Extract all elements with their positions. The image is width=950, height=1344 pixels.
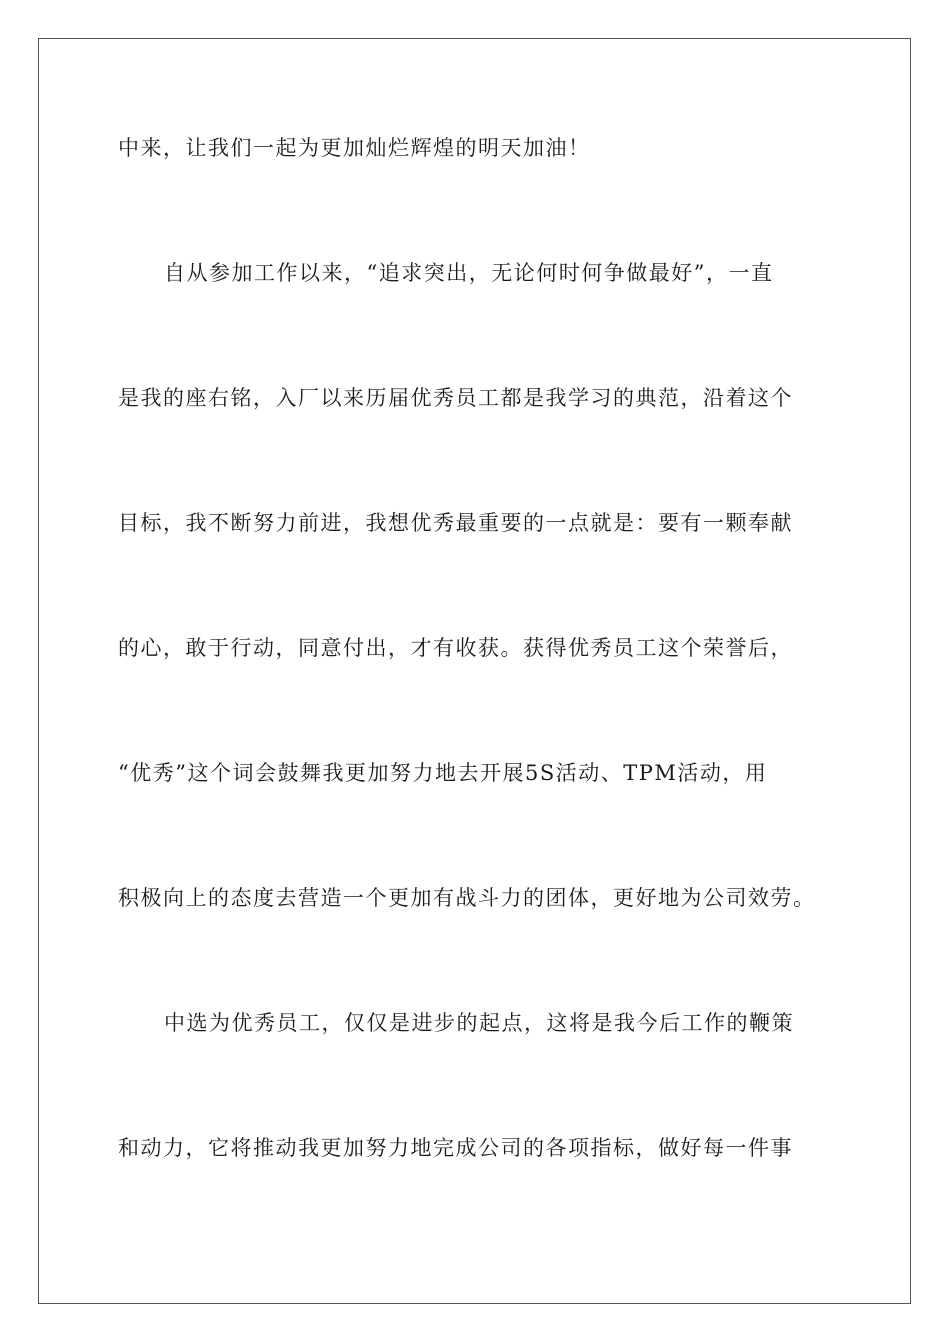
text-line: 是我的座右铭，入厂以来历届优秀员工都是我学习的典范，沿着这个 xyxy=(118,386,793,410)
text-line: 中来，让我们一起为更加灿烂辉煌的明天加油！ xyxy=(118,136,591,160)
text-line: “优秀”这个词会鼓舞我更加努力地去开展5S活动、TPM活动，用 xyxy=(118,761,768,785)
text-line: 的心，敢于行动，同意付出，才有收获。获得优秀员工这个荣誉后， xyxy=(118,636,793,660)
text-line: 和动力，它将推动我更加努力地完成公司的各项指标，做好每一件事 xyxy=(118,1136,793,1160)
page-border xyxy=(38,38,911,1304)
paragraph-start-line: 中选为优秀员工，仅仅是进步的起点，这将是我今后工作的鞭策 xyxy=(164,1011,794,1035)
paragraph-start-line: 自从参加工作以来，“追求突出，无论何时何争做最好”，一直 xyxy=(164,261,774,285)
text-line: 积极向上的态度去营造一个更加有战斗力的团体，更好地为公司效劳。 xyxy=(118,886,816,910)
text-line: 目标，我不断努力前进，我想优秀最重要的一点就是：要有一颗奉献 xyxy=(118,511,793,535)
